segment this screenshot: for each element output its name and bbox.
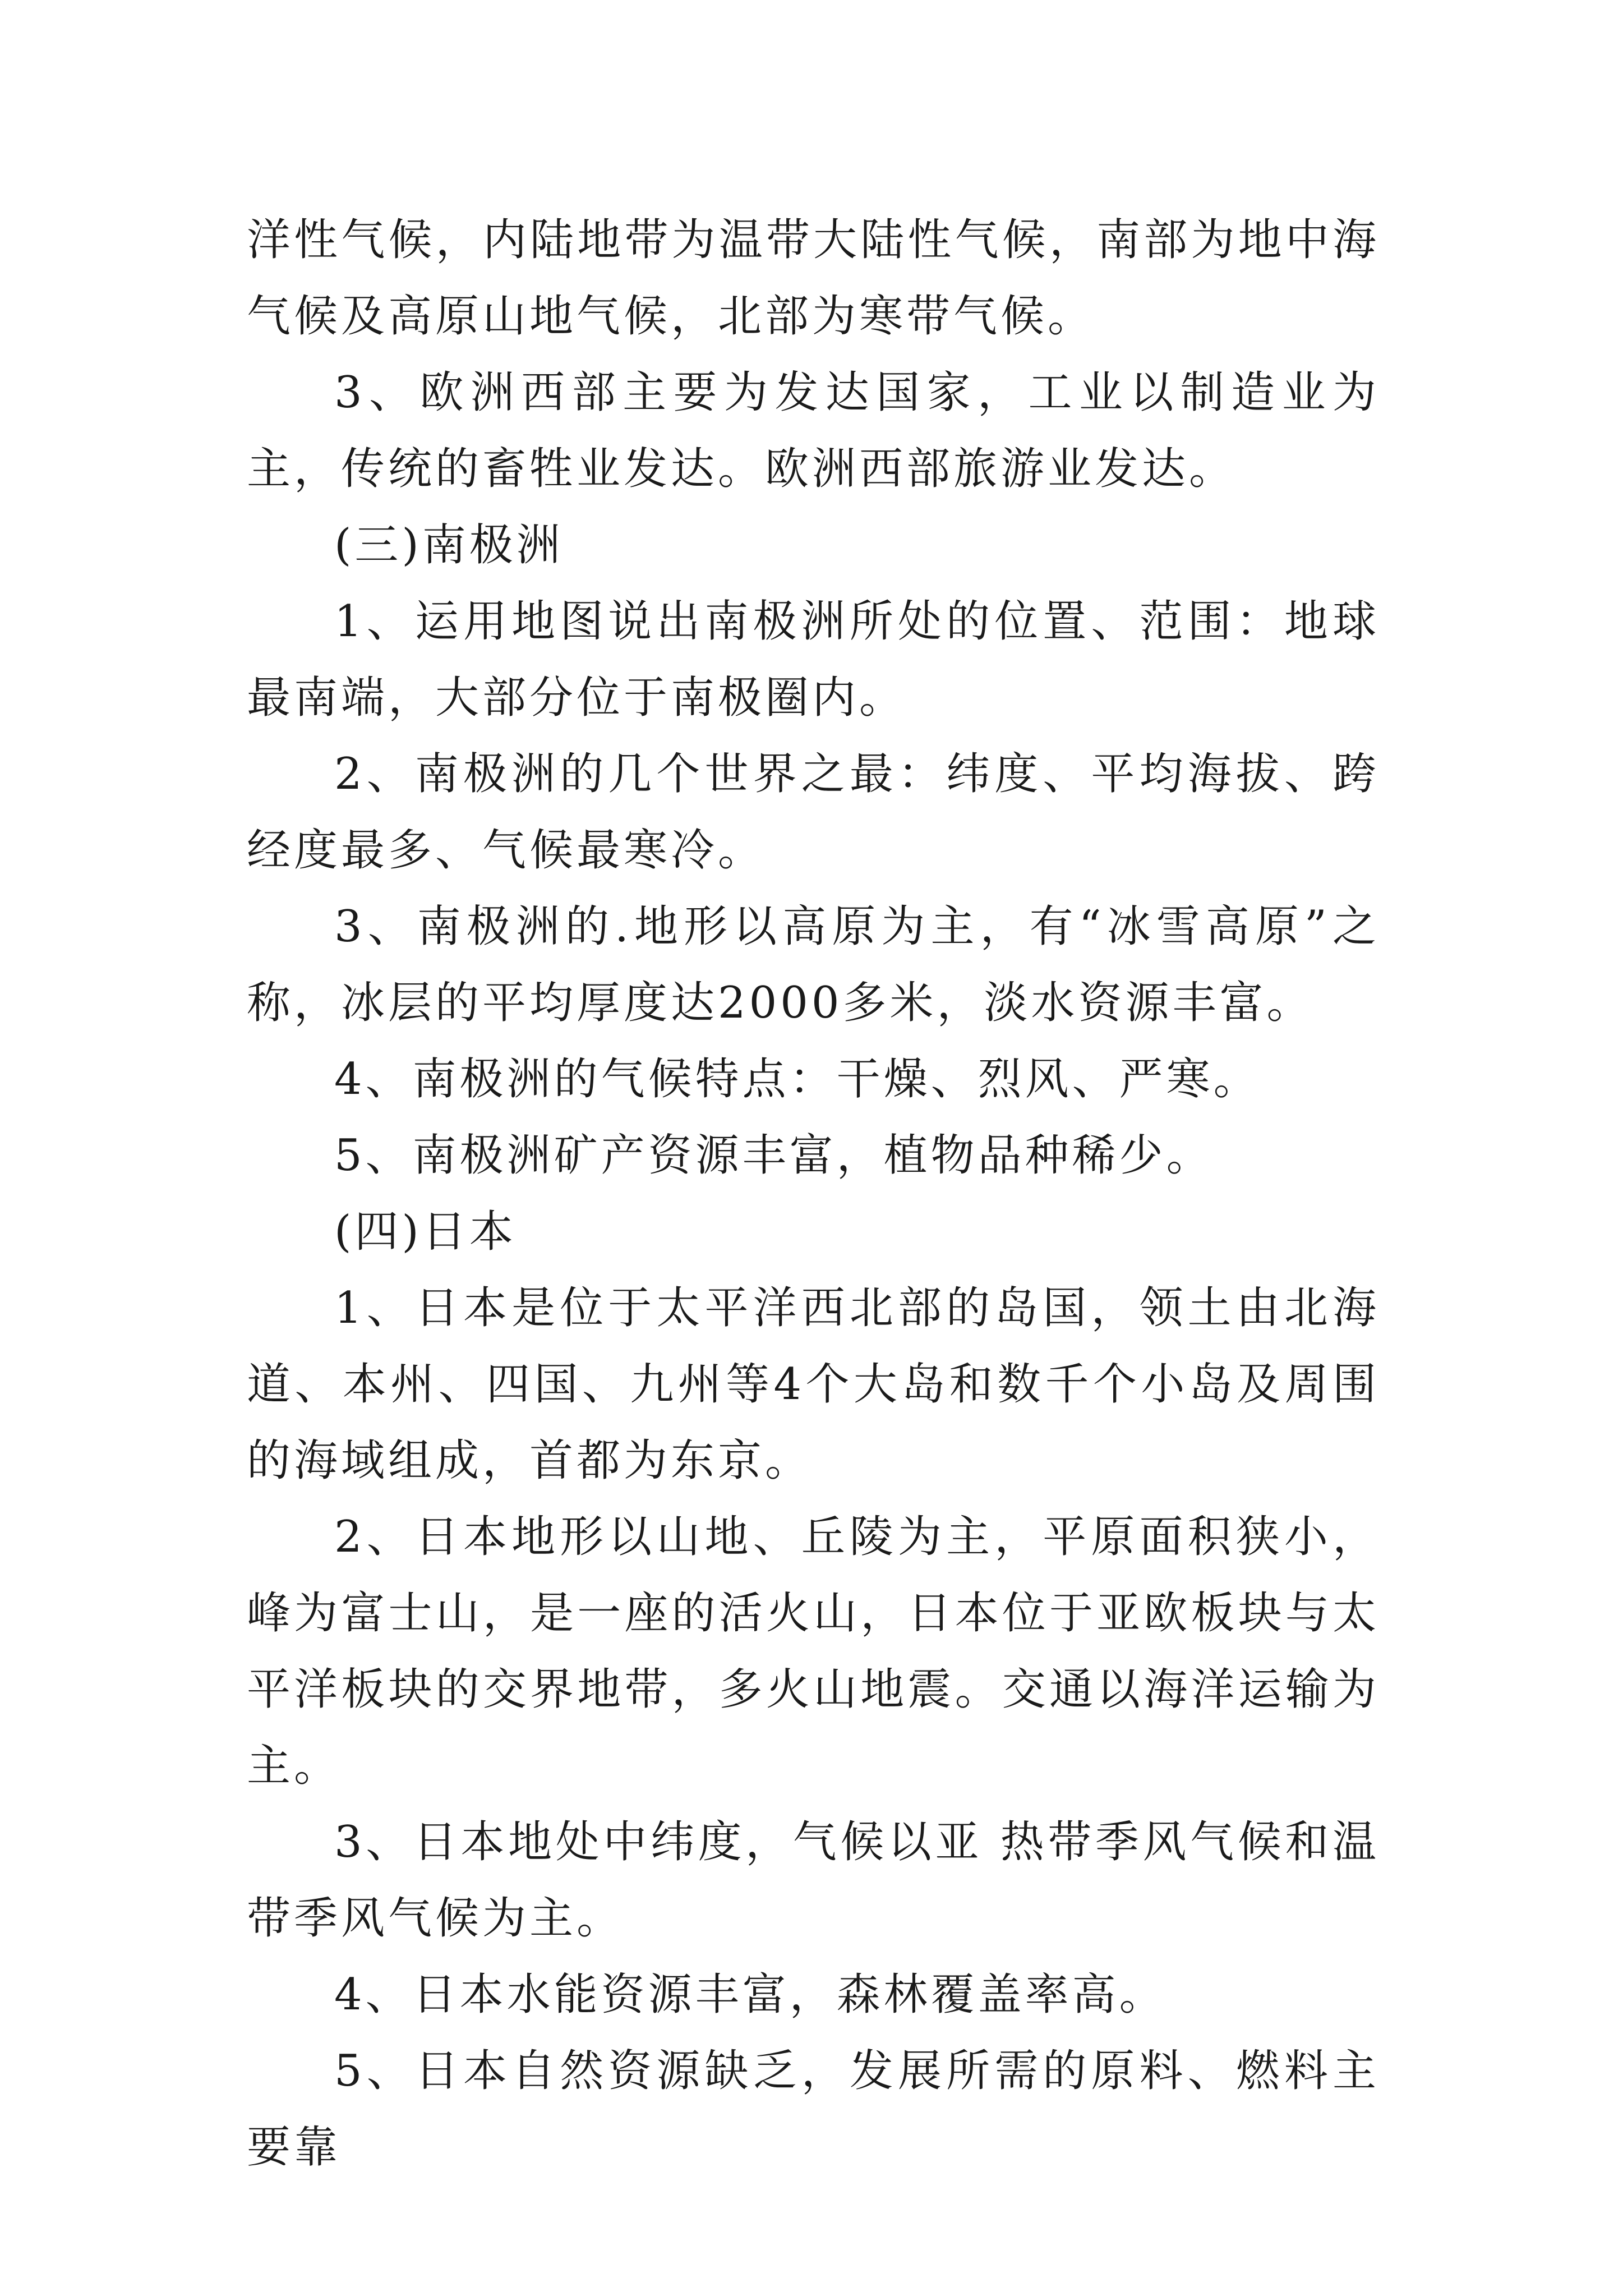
document-body [247,202,1380,2185]
paragraph-antarctica-location: 1、运用地图说出南极洲所处的位置、范围：地球最南端，大部分位于南极圈内。 [247,596,1380,723]
paragraph-japan-terrain: 2、日本地形以山地、丘陵为主，平原面积狭小，峰为富士山，是一座的活火山，日本位于亚欧板块与太平洋板块的交界地带，多火山地震。交通以海洋运输为主。 [247,1512,1380,1791]
paragraph-continuation-climate: 洋性气候，内陆地带为温带大陆性气候，南部为地中海气候及高原山地气候，北部为寒带气候。 [247,215,1380,342]
paragraph-antarctica-terrain: 3、南极洲的.地形以高原为主，有“冰雪高原”之称，冰层的平均厚度达2000多米，淡水资源丰富。 [247,901,1380,1028]
section-heading-japan: (四)日本 [334,1207,517,1257]
paragraph-japan-location: 1、日本是位于太平洋西北部的岛国，领土由北海道、本州、四国、九州等4个大岛和数千个小岛及周围的海域组成，首都为东京。 [247,1283,1380,1486]
paragraph-antarctica-climate: 4、南极洲的气候特点：干燥、烈风、严寒。 [334,1054,1261,1105]
paragraph-western-europe-industry: 3、欧洲西部主要为发达国家，工业以制造业为主，传统的畜牲业发达。欧洲西部旅游业发达。 [247,367,1380,494]
paragraph-japan-resources: 5、日本自然资源缺乏，发展所需的原料、燃料主要靠 [247,2046,1380,2173]
paragraph-japan-climate: 3、日本地处中纬度，气候以亚 热带季风气候和温带季风气候为主。 [247,1817,1380,1944]
section-heading-antarctica: (三)南极洲 [334,520,564,570]
paragraph-antarctica-records: 2、南极洲的几个世界之最：纬度、平均海拔、跨经度最多、气候最寒冷。 [247,749,1380,876]
paragraph-japan-water-forest: 4、日本水能资源丰富，森林覆盖率高。 [334,1970,1166,2020]
paragraph-antarctica-resources: 5、南极洲矿产资源丰富，植物品种稀少。 [334,1130,1214,1181]
